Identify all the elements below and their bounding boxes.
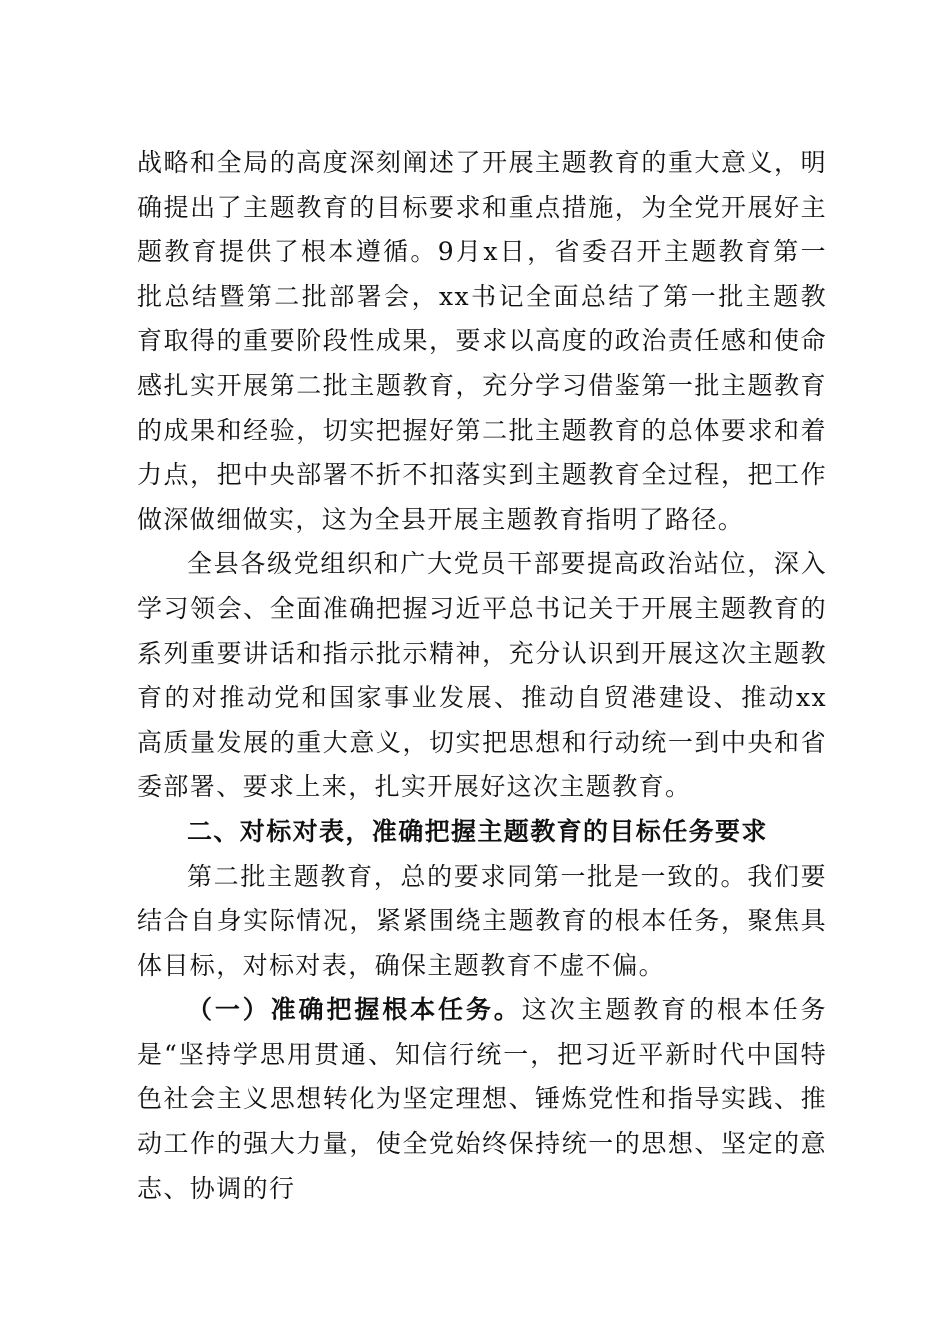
subsection-text: 这次主题教育的根本任务是“坚持学思用贯通、知信行统一，把习近平新时代中国特色社会主义思想转化为坚定理想、锤炼党性和指导实践、推动工作的强大力量，使全党始终保持统一的思想、坚定的意志、协调的行 <box>137 995 827 1203</box>
paragraph-continuation: 战略和全局的高度深刻阐述了开展主题教育的重大意义，明确提出了主题教育的目标要求和重点措施，为全党开展好主题教育提供了根本遵循。9月x日，省委召开主题教育第一批总结暨第二批部署会，xx书记全面总结了第一批主题教育取得的重要阶段性成果，要求以高度的政治责任感和使命感扎实开展第二批主题教育，充分学习借鉴第一批主题教育的成果和经验，切实把握好第二批主题教育的总体要求和着力点，把中央部署不折不扣落实到主题教育全过程，把工作做深做细做实，这为全县开展主题教育指明了路径。 <box>137 148 827 534</box>
section-heading: 二、对标对表，准确把握主题教育的目标任务要求 <box>187 816 768 846</box>
subsection-heading: （一）准确把握根本任务。 <box>187 995 522 1025</box>
paragraph: 全县各级党组织和广大党员干部要提高政治站位，深入学习领会、全面准确把握习近平总书记关于开展主题教育的系列重要讲话和指示批示精神，充分认识到开展这次主题教育的对推动党和国家事业发展、推动自贸港建设、推动xx高质量发展的重大意义，切实把思想和行动统一到中央和省委部署、要求上来，扎实开展好这次主题教育。 <box>137 549 827 802</box>
document-body <box>137 141 827 1211</box>
subsection-paragraph <box>137 988 827 1211</box>
paragraph: 第二批主题教育，总的要求同第一批是一致的。我们要结合自身实际情况，紧紧围绕主题教育的根本任务，聚焦具体目标，对标对表，确保主题教育不虚不偏。 <box>137 861 827 980</box>
